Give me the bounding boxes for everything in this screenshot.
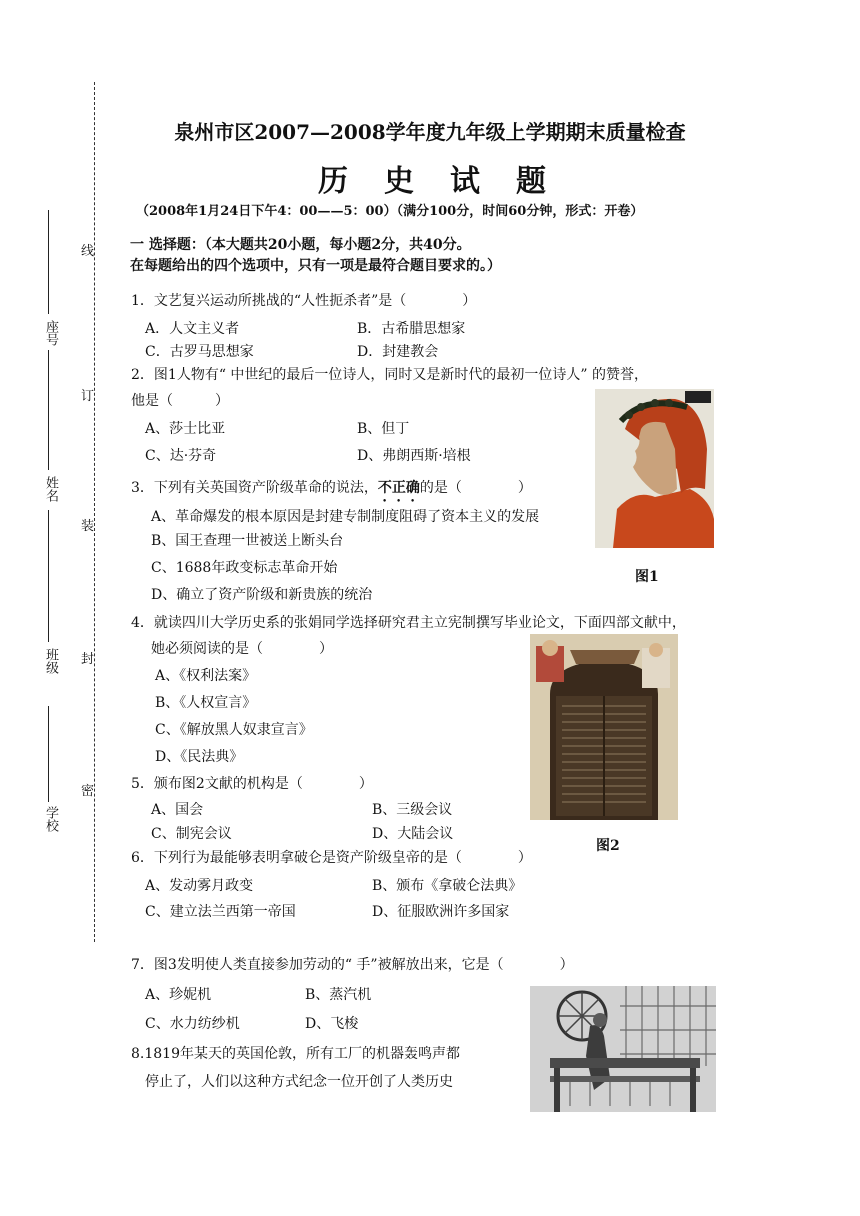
question-7-stem: 7．图3发明使人类直接参加劳动的“ 手”被解放出来，它是（ ） xyxy=(131,957,574,973)
question-6-stem: 6．下列行为最能够表明拿破仑是资产阶级皇帝的是（ ） xyxy=(131,850,532,866)
figure-1-caption: 图1 xyxy=(635,569,659,585)
exam-title: 泉州市区2007—2008学年度九年级上学期期末质量检查 xyxy=(174,120,686,144)
q2-option-c: C、达·芬奇 xyxy=(145,448,217,464)
figure-2-caption: 图2 xyxy=(596,838,620,854)
binding-blank-name xyxy=(48,350,49,470)
binding-label-class: 班级 xyxy=(43,648,58,674)
q3-stem-part-a: 3．下列有关英国资产阶级革命的说法， xyxy=(131,480,378,496)
figure-2-declaration xyxy=(530,634,678,820)
question-8-stem: 8.1819年某天的英国伦敦，所有工厂的机器轰鸣声都 xyxy=(131,1046,460,1062)
q4-option-c: C、《解放黑人奴隶宣言》 xyxy=(155,722,313,738)
question-8-stem-2: 停止了，人们以这种方式纪念一位开创了人类历史 xyxy=(145,1074,453,1090)
q3-emphasis-not-correct: 不正确 xyxy=(377,480,420,496)
q5-option-b: B、三级会议 xyxy=(372,802,453,818)
binding-blank-seat xyxy=(48,210,49,314)
binding-label-name: 姓名 xyxy=(43,476,58,502)
q5-option-c: C、制宪会议 xyxy=(151,826,232,842)
question-4-stem-2: 她必须阅读的是（ ） xyxy=(151,641,333,657)
exam-note: （2008年1月24日下午4：00——5：00）（满分100分，时间60分钟，形式：开卷） xyxy=(136,204,644,219)
exam-subject: 历史试题 xyxy=(318,164,582,199)
binding-label-seat: 座号 xyxy=(43,320,58,346)
section-heading-2: 在每题给出的四个选项中，只有一项是最符合题目要求的。） xyxy=(130,258,501,274)
question-2-stem-2: 他是（ ） xyxy=(131,393,229,409)
q4-option-a: A、《权利法案》 xyxy=(155,668,257,684)
q1-option-d: D．封建教会 xyxy=(357,344,439,360)
question-1-stem: 1．文艺复兴运动所挑战的“人性扼杀者”是（ ） xyxy=(131,293,477,309)
binding-blank-class xyxy=(48,510,49,642)
declaration-document-image xyxy=(530,634,678,820)
binding-char-mi: 密 xyxy=(81,784,95,799)
binding-char-zhuang: 装 xyxy=(81,519,95,534)
question-5-stem: 5．颁布图2文献的机构是（ ） xyxy=(131,776,373,792)
q7-option-a: A、珍妮机 xyxy=(145,987,212,1003)
question-4-stem: 4．就读四川大学历史系的张娟同学选择研究君主立宪制撰写毕业论文，下面四部文献中， xyxy=(131,615,686,631)
question-2-stem: 2．图1人物有“ 中世纪的最后一位诗人，同时又是新时代的最初一位诗人” 的赞誉， xyxy=(131,367,649,383)
q6-option-d: D、征服欧洲许多国家 xyxy=(372,904,510,920)
dante-portrait-image xyxy=(595,389,714,548)
q3-option-c: C、1688年政变标志革命开始 xyxy=(151,560,338,576)
q2-option-a: A、莎士比亚 xyxy=(145,421,226,437)
q6-option-a: A、发动雾月政变 xyxy=(145,878,254,894)
q5-option-a: A、国会 xyxy=(151,802,204,818)
binding-char-xian: 线 xyxy=(81,244,95,259)
binding-char-feng: 封 xyxy=(81,652,95,667)
q4-option-d: D、《民法典》 xyxy=(155,749,244,765)
q5-option-d: D、大陆会议 xyxy=(372,826,454,842)
q6-option-c: C、建立法兰西第一帝国 xyxy=(145,904,296,920)
binding-blank-school xyxy=(48,706,49,802)
section-heading: 一 选择题：（本大题共20小题，每小题2分，共40分。 xyxy=(130,237,471,253)
q7-option-d: D、飞梭 xyxy=(305,1016,359,1032)
q3-option-a: A、革命爆发的根本原因是封建专制制度阻碍了资本主义的发展 xyxy=(151,509,540,525)
q3-option-d: D、确立了资产阶级和新贵族的统治 xyxy=(151,587,373,603)
q4-option-b: B、《人权宣言》 xyxy=(155,695,257,711)
figure-1-portrait xyxy=(595,389,714,548)
question-3-stem xyxy=(131,477,532,505)
q1-option-a: A．人文主义者 xyxy=(145,321,240,337)
q7-option-c: C、水力纺纱机 xyxy=(145,1016,240,1032)
q2-option-b: B、但丁 xyxy=(357,421,410,437)
q7-option-b: B、蒸汽机 xyxy=(305,987,372,1003)
binding-dashed-line xyxy=(94,82,95,942)
binding-char-ding: 订 xyxy=(81,389,95,404)
q3-option-b: B、国王查理一世被送上断头台 xyxy=(151,533,344,549)
q3-stem-part-c: 的是（ ） xyxy=(419,480,532,496)
figure-3-spinning-machine xyxy=(530,986,716,1112)
q1-option-c: C．古罗马思想家 xyxy=(145,344,254,360)
spinning-machine-image xyxy=(530,986,716,1112)
q6-option-b: B、颁布《拿破仑法典》 xyxy=(372,878,523,894)
binding-label-school: 学校 xyxy=(43,806,58,832)
q2-option-d: D、弗朗西斯·培根 xyxy=(357,448,471,464)
q1-option-b: B．古希腊思想家 xyxy=(357,321,466,337)
